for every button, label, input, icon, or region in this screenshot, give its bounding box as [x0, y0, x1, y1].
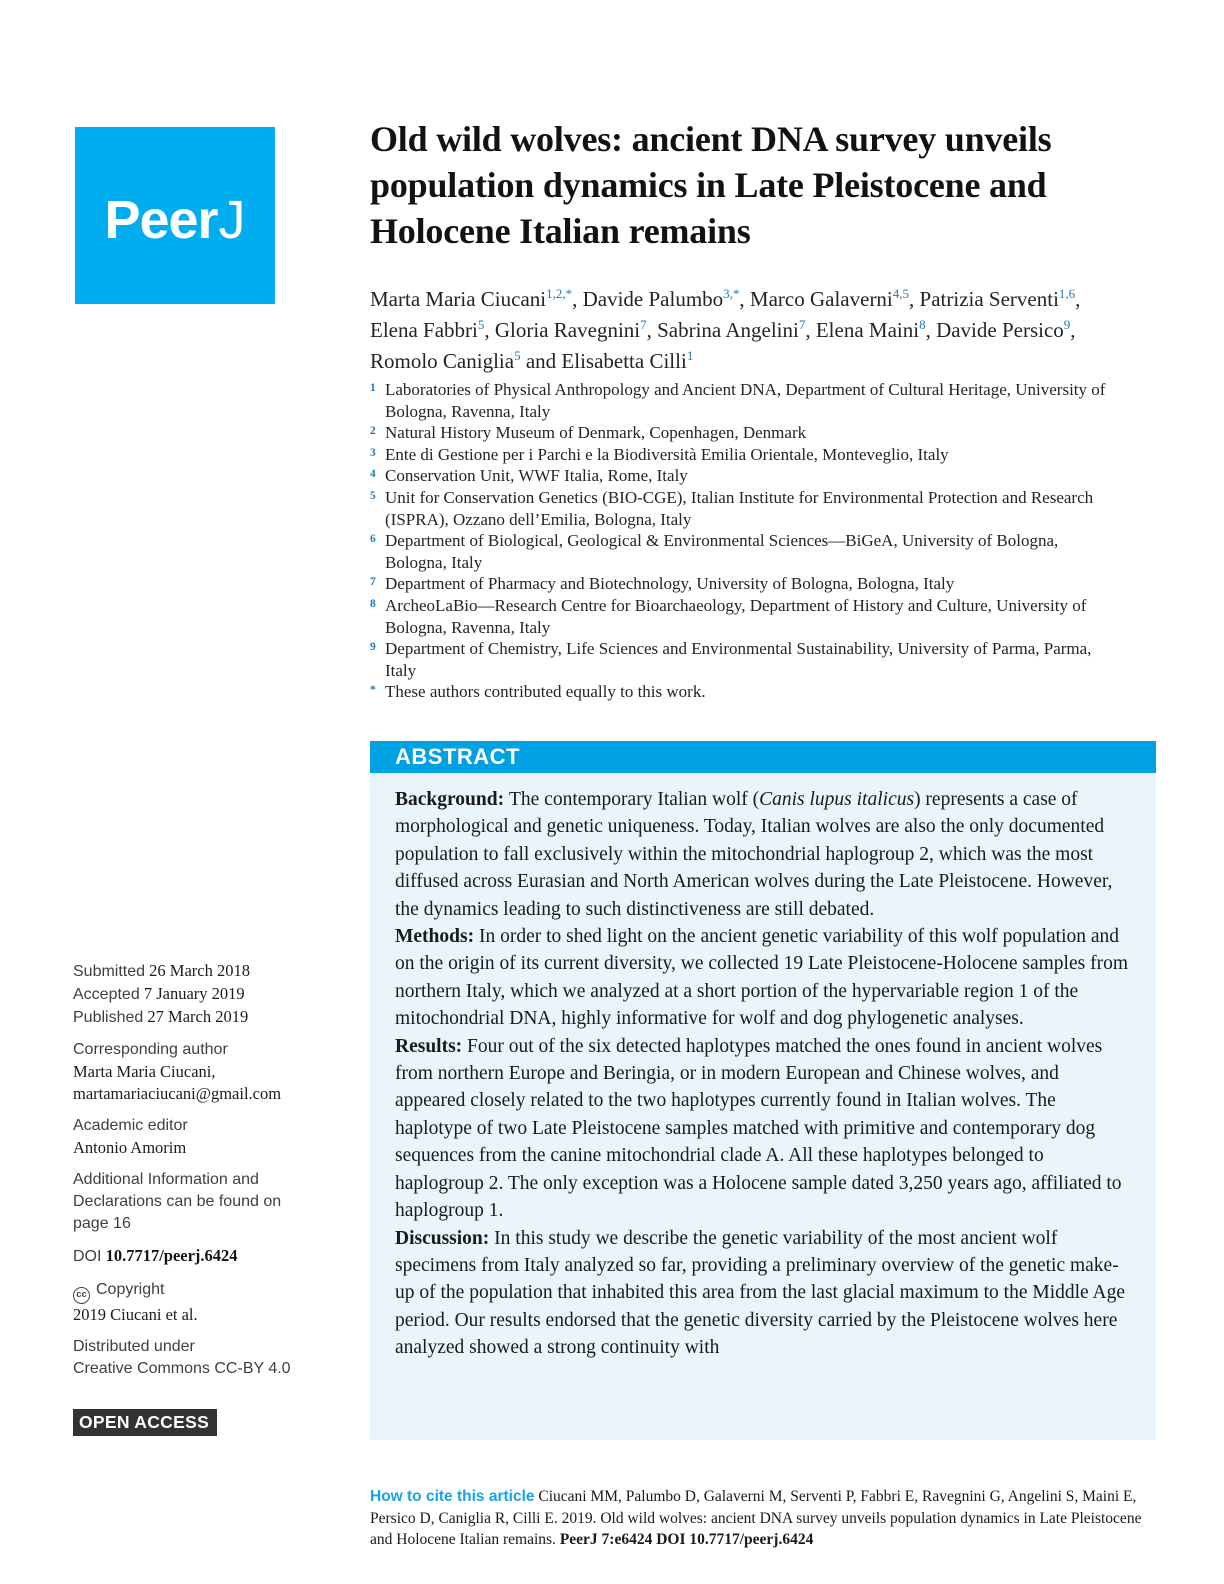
peerj-logo: [75, 127, 275, 304]
affiliation-number: *: [370, 684, 376, 697]
academic-editor-name: Antonio Amorim: [73, 1138, 187, 1157]
affiliation-number: 5: [370, 489, 376, 502]
author-affiliation-superscript: 1,2,*: [546, 286, 573, 301]
corresponding-author-block: [73, 1039, 319, 1105]
affiliation-number: 9: [370, 641, 376, 654]
license-block: [73, 1336, 319, 1380]
accepted-label: Accepted: [73, 986, 140, 1003]
affiliation-item: * These authors contributed equally to this work.: [370, 682, 706, 702]
article-title: Old wild wolves: ancient DNA survey unveils population dynamics in Late Pleistocene and Holocene Italian remains: [370, 119, 1052, 251]
author: Patrizia Serventi$^{1,6}$,: [919, 286, 1081, 311]
author: Marco Galaverni$^{4,5}$,: [749, 286, 920, 311]
affiliation-number: 7: [370, 576, 376, 589]
abstract-section: [370, 741, 1156, 1440]
author: Davide Palumbo$^{3,*}$,: [582, 286, 750, 311]
copyright-value: 2019 Ciucani et al.: [73, 1304, 198, 1324]
abstract-paragraph: Discussion: In this study we describe the genetic variability of the most ancient wolf specimens from Italy analyzed so far, providing a preliminary overview of the genetic make-up of the population that inhabited this area from the last glacial maximum to the Middle Age period. Our results endorsed that the genetic diversity carried by the Pleistocene wolves here analyzed showed a strong continuity with: [395, 1227, 1125, 1359]
logo-text-peer: Peer: [104, 189, 218, 250]
additional-info-note: Additional Information and Declarations can be found on page 16: [73, 1171, 282, 1232]
author: Romolo Caniglia$^5$ and: [370, 348, 562, 373]
author: Marta Maria Ciucani$^{1,2,*}$,: [370, 286, 583, 311]
author: Elena Maini$^8$,: [815, 317, 937, 342]
citation-text: Ciucani MM, Palumbo D, Galaverni M, Serventi P, Fabbri E, Ravegnini G, Angelini S, Maini E, Persico D, Caniglia R, Cilli E. 2019. Old wild wolves: ancient DNA survey unveils population dynamics in Late Pleistocene and Holocene Italian remains.: [370, 1488, 1142, 1548]
affiliation-item: 8 ArcheoLaBio—Research Centre for Bioarchaeology, Department of History and Culture, University of Bologna, Ravenna, Italy: [370, 595, 1087, 637]
author-affiliation-superscript: 8: [919, 317, 926, 332]
open-access-badge: OPEN ACCESS: [73, 1409, 217, 1436]
affiliation-item: 7 Department of Pharmacy and Biotechnology, University of Bologna, Bologna, Italy: [370, 574, 955, 594]
abstract-paragraph: Background: The contemporary Italian wolf (Canis lupus italicus) represents a case of morphological and genetic uniqueness. Today, Italian wolves are also the only documented population to fall exclusively within the mitochondrial haplogroup 2, which was the most diffused across Eurasian and North American wolves during the Late Pleistocene. However, the dynamics leading to such distinctiveness are still debated.: [395, 789, 1113, 920]
published-date: 27 March 2019: [147, 1007, 249, 1026]
corresponding-author-name: Marta Maria Ciucani,: [73, 1062, 216, 1081]
cc-license-icon: cc: [73, 1287, 90, 1304]
doi-block: [73, 1245, 319, 1268]
author: Elisabetta Cilli$^1$: [561, 348, 694, 373]
affiliation-item: 6 Department of Biological, Geological & Environmental Sciences—BiGeA, University of Bologna, Bologna, Italy: [370, 531, 1059, 572]
author: Davide Persico$^9$,: [936, 317, 1076, 342]
citation-footer: [370, 1486, 1156, 1551]
affiliation-number: 4: [370, 468, 376, 481]
abstract-body: [370, 773, 1156, 1440]
affiliation-item: 5 Unit for Conservation Genetics (BIO-CGE), Italian Institute for Environmental Protection and Research (ISPRA), Ozzano dell’Emilia, Bologna, Italy: [370, 487, 1094, 529]
affiliation-item: 2 Natural History Museum of Denmark, Copenhagen, Denmark: [370, 423, 807, 443]
submitted-line: [73, 960, 319, 983]
affiliation-number: 2: [370, 425, 376, 438]
published-line: [73, 1006, 319, 1029]
author-list: [370, 284, 1085, 377]
logo-text-j: J: [218, 189, 246, 250]
author-affiliation-superscript: 5: [477, 317, 485, 332]
corresponding-author-email[interactable]: martamariaciucani@gmail.com: [73, 1084, 282, 1103]
accepted-line: [73, 983, 319, 1006]
affiliation-number: 1: [370, 382, 376, 394]
citation-doi: PeerJ 7:e6424 DOI 10.7717/peerj.6424: [559, 1531, 814, 1548]
affiliation-item: 1 Laboratories of Physical Anthropology and Ancient DNA, Department of Cultural Heritage, University of Bologna, Ravenna, Italy: [370, 380, 1106, 421]
affiliation-list: [370, 379, 1122, 703]
author: Sabrina Angelini$^7$,: [657, 317, 816, 342]
author-affiliation-superscript: 7: [640, 317, 647, 332]
article-metadata-sidebar: [73, 960, 319, 1436]
accepted-date: 7 January 2019: [143, 984, 245, 1003]
doi-value[interactable]: 10.7717/peerj.6424: [105, 1246, 238, 1265]
affiliation-number: 3: [370, 446, 376, 459]
author-affiliation-superscript: 7: [798, 317, 806, 332]
affiliation-number: 8: [370, 597, 376, 610]
author-affiliation-superscript: 3,*: [723, 286, 740, 301]
affiliation-item: 9 Department of Chemistry, Life Sciences and Environmental Sustainability, University of Parma, Parma, Italy: [370, 639, 1092, 680]
affiliation-number: 6: [370, 533, 376, 546]
how-to-cite-label: How to cite this article: [370, 1488, 535, 1505]
copyright-block: [73, 1278, 319, 1326]
author: Gloria Ravegnini$^7$,: [494, 317, 658, 342]
dates-block: [73, 960, 319, 1029]
doi-label: DOI: [73, 1248, 102, 1265]
abstract-paragraph: Results: Four out of the six detected haplotypes matched the ones found in ancient wolves from northern Europe and Beringia, or in modern European and Chinese wolves, and appeared closely related to the two haplotypes currently found in Italian wolves. The haplotype of two Late Pleistocene samples matched with primitive and contemporary dog sequences from the canine mitochondrial clade A. All these haplotypes belonged to haplogroup 2. The only exception was a Holocene sample dated 3,250 years ago, affiliated to haplogroup 1.: [395, 1035, 1122, 1222]
submitted-date: 26 March 2018: [149, 961, 250, 980]
author-affiliation-superscript: 4,5: [892, 286, 910, 301]
author-affiliation-superscript: 1,6: [1058, 286, 1076, 301]
published-label: Published: [73, 1009, 144, 1026]
abstract-paragraph: Methods: In order to shed light on the ancient genetic variability of this wolf population and on the origin of its current diversity, we collected 19 Late Pleistocene-Holocene samples from northern Italy, which we analyzed at a short portion of the hypervariable region 1 of the mitochondrial DNA, highly informative for wolf and dog phylogenetic analyses.: [395, 926, 1129, 1030]
distributed-under-label: Distributed under: [73, 1337, 195, 1355]
affiliation-item: 3 Ente di Gestione per i Parchi e la Biodiversità Emilia Orientale, Monteveglio, Italy: [370, 444, 949, 464]
author-affiliation-superscript: 1: [686, 348, 694, 363]
copyright-label: Copyright: [96, 1281, 165, 1298]
academic-editor-block: [73, 1115, 319, 1159]
affiliation-item: 4 Conservation Unit, WWF Italia, Rome, Italy: [370, 466, 688, 486]
academic-editor-label: Academic editor: [73, 1117, 188, 1134]
corresponding-author-label: Corresponding author: [73, 1041, 228, 1058]
author-affiliation-superscript: 9: [1063, 317, 1071, 332]
license-name[interactable]: Creative Commons CC-BY 4.0: [73, 1359, 291, 1377]
author-affiliation-superscript: 5: [514, 348, 521, 363]
author: Elena Fabbri$^5$,: [370, 317, 495, 342]
copyright-line: [73, 1278, 319, 1304]
abstract-heading: ABSTRACT: [370, 741, 1156, 773]
submitted-label: Submitted: [73, 963, 146, 980]
